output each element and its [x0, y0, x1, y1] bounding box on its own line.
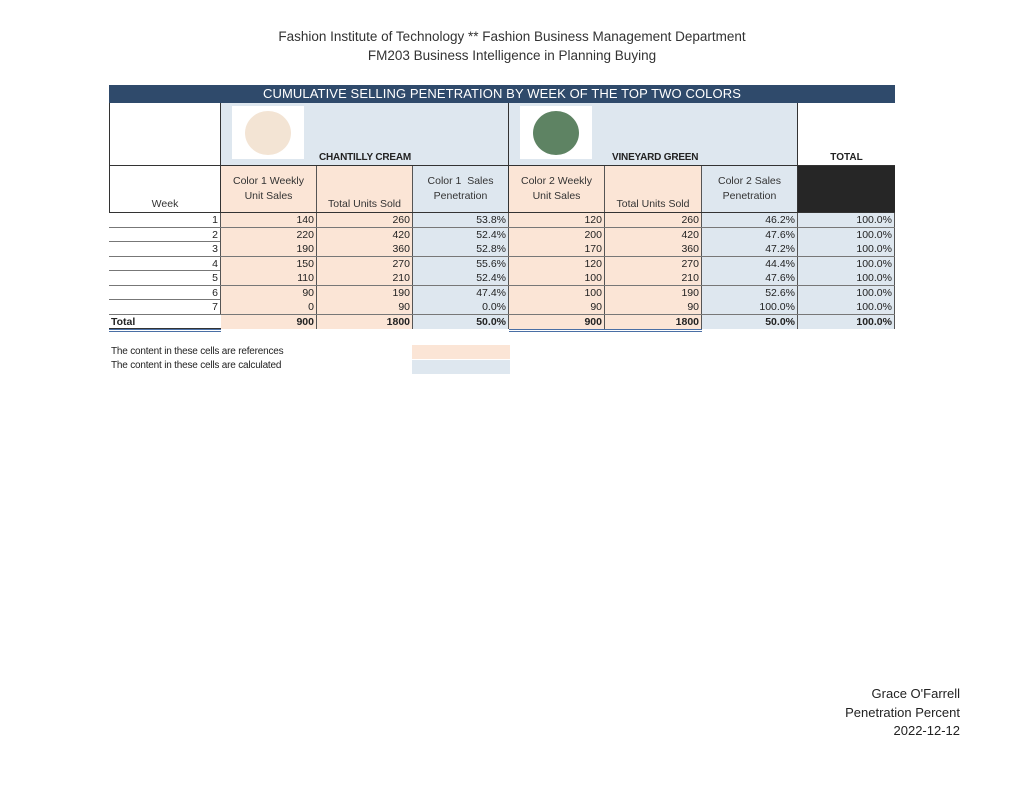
col-c1-weekly-line2: Unit Sales	[244, 190, 293, 202]
total-row	[109, 315, 895, 330]
cell-c2-weekly: 120	[509, 257, 605, 271]
cell-c1-pen-total: 50.0%	[413, 315, 509, 329]
col-c2-weekly-line1: Color 2 Weekly	[521, 175, 592, 187]
color2-name: VINEYARD GREEN	[612, 152, 699, 163]
table-row	[109, 213, 895, 228]
color2-swatch-icon	[533, 111, 579, 155]
cell-c2-total-total: 1800	[605, 315, 702, 329]
cell-total-total: 100.0%	[798, 315, 895, 329]
cell-c1-total: 90	[317, 300, 413, 314]
cell-week: 2	[109, 228, 221, 242]
cell-c1-pen: 0.0%	[413, 300, 509, 314]
cell-week: 4	[109, 257, 221, 271]
cell-total-label-wrap	[109, 315, 221, 329]
cell-c2-weekly: 200	[509, 228, 605, 242]
col-c1-total	[317, 166, 413, 212]
table-row	[109, 300, 895, 315]
col-c2-pen-line1: Color 2 Sales	[717, 175, 782, 187]
cell-c1-weekly: 140	[221, 213, 317, 227]
legend-calculated-swatch	[412, 360, 510, 374]
col-c2-total-label: Total Units Sold	[616, 198, 690, 210]
cell-c1-pen: 55.6%	[413, 257, 509, 271]
cell-c2-total: 210	[605, 271, 702, 285]
col-c2-pen	[702, 166, 798, 212]
cell-c2-total: 420	[605, 228, 702, 242]
penetration-table	[109, 85, 895, 333]
cell-c2-total: 260	[605, 213, 702, 227]
total-underline	[109, 329, 895, 333]
blank-header-cell	[109, 103, 221, 165]
col-c2-pen-line2: Penetration	[722, 190, 777, 202]
color2-header	[509, 103, 798, 165]
color1-swatch-icon	[245, 111, 291, 155]
color1-swatch-image	[232, 106, 304, 159]
table-banner: CUMULATIVE SELLING PENETRATION BY WEEK OF THE TOP TWO COLORS	[109, 85, 895, 103]
cell-c2-weekly: 100	[509, 271, 605, 285]
double-underline	[509, 331, 702, 332]
cell-c2-total: 360	[605, 242, 702, 256]
color1-header	[221, 103, 509, 165]
cell-c2-weekly: 120	[509, 213, 605, 227]
footer-title: Penetration Percent	[845, 705, 960, 720]
color2-swatch-image	[520, 106, 592, 159]
cell-c2-pen: 47.6%	[702, 271, 798, 285]
cell-total: 100.0%	[798, 257, 895, 271]
cell-c1-total: 260	[317, 213, 413, 227]
cell-c1-pen: 52.4%	[413, 271, 509, 285]
legend-references-swatch	[412, 345, 510, 359]
table-row	[109, 271, 895, 286]
col-total-dark	[798, 166, 895, 212]
table-row	[109, 257, 895, 272]
cell-c2-pen: 47.6%	[702, 228, 798, 242]
cell-total: 100.0%	[798, 271, 895, 285]
header-line-1: Fashion Institute of Technology ** Fashion Business Management Department	[278, 29, 746, 44]
cell-c2-weekly-total: 900	[509, 315, 605, 329]
cell-c2-pen: 52.6%	[702, 286, 798, 300]
cell-c2-total: 270	[605, 257, 702, 271]
table-row	[109, 228, 895, 243]
cell-c2-pen-total: 50.0%	[702, 315, 798, 329]
cell-c1-weekly: 190	[221, 242, 317, 256]
cell-c2-total: 90	[605, 300, 702, 314]
cell-c1-weekly: 150	[221, 257, 317, 271]
double-underline	[109, 329, 221, 330]
total-header-label: TOTAL	[830, 152, 863, 163]
cell-c2-weekly: 170	[509, 242, 605, 256]
footer-date: 2022-12-12	[893, 723, 960, 738]
cell-c1-pen: 52.8%	[413, 242, 509, 256]
cell-c2-total: 190	[605, 286, 702, 300]
double-underline	[509, 329, 702, 330]
cell-c1-weekly: 0	[221, 300, 317, 314]
cell-c1-total: 360	[317, 242, 413, 256]
cell-c1-weekly: 220	[221, 228, 317, 242]
cell-c1-total-total: 1800	[317, 315, 413, 329]
cell-c1-pen: 52.4%	[413, 228, 509, 242]
cell-c1-total: 190	[317, 286, 413, 300]
total-header	[798, 103, 895, 165]
column-header-row	[109, 166, 895, 212]
color1-name: CHANTILLY CREAM	[319, 152, 412, 163]
col-week-label: Week	[151, 198, 179, 210]
col-c1-pen	[413, 166, 509, 212]
cell-week: 1	[109, 213, 221, 227]
cell-c1-weekly: 110	[221, 271, 317, 285]
cell-c2-weekly: 90	[509, 300, 605, 314]
double-underline	[109, 331, 221, 332]
header-line-2: FM203 Business Intelligence in Planning Buying	[367, 48, 657, 63]
col-c2-weekly	[509, 166, 605, 212]
cell-c2-pen: 47.2%	[702, 242, 798, 256]
cell-week: 7	[109, 300, 221, 314]
total-row-label: Total	[111, 315, 136, 328]
col-week	[109, 166, 221, 212]
legend-references: The content in these cells are references	[111, 346, 284, 357]
col-c1-total-label: Total Units Sold	[328, 198, 401, 210]
cell-c1-total: 270	[317, 257, 413, 271]
col-c2-total	[605, 166, 702, 212]
cell-week: 6	[109, 286, 221, 300]
data-rows	[109, 213, 895, 333]
col-c1-pen-line1: Color 1 Sales	[427, 175, 494, 187]
cell-total: 100.0%	[798, 286, 895, 300]
col-c2-weekly-line2: Unit Sales	[532, 190, 581, 202]
cell-c1-pen: 47.4%	[413, 286, 509, 300]
cell-c2-pen: 100.0%	[702, 300, 798, 314]
col-c1-weekly-line1: Color 1 Weekly	[233, 175, 304, 187]
cell-c1-total: 210	[317, 271, 413, 285]
cell-total: 100.0%	[798, 242, 895, 256]
footer-name: Grace O'Farrell	[871, 686, 960, 701]
cell-week: 5	[109, 271, 221, 285]
col-c1-weekly	[221, 166, 317, 212]
cell-c2-weekly: 100	[509, 286, 605, 300]
cell-total: 100.0%	[798, 300, 895, 314]
cell-total: 100.0%	[798, 228, 895, 242]
legend-calculated: The content in these cells are calculated	[111, 360, 282, 371]
cell-c1-weekly-total: 900	[221, 315, 317, 329]
table-row	[109, 242, 895, 257]
cell-c2-pen: 46.2%	[702, 213, 798, 227]
cell-total: 100.0%	[798, 213, 895, 227]
cell-c1-total: 420	[317, 228, 413, 242]
cell-c1-pen: 53.8%	[413, 213, 509, 227]
color-header-row	[109, 103, 895, 166]
cell-week: 3	[109, 242, 221, 256]
cell-c1-weekly: 90	[221, 286, 317, 300]
col-c1-pen-line2: Penetration	[433, 190, 488, 202]
cell-c2-pen: 44.4%	[702, 257, 798, 271]
table-row	[109, 286, 895, 301]
